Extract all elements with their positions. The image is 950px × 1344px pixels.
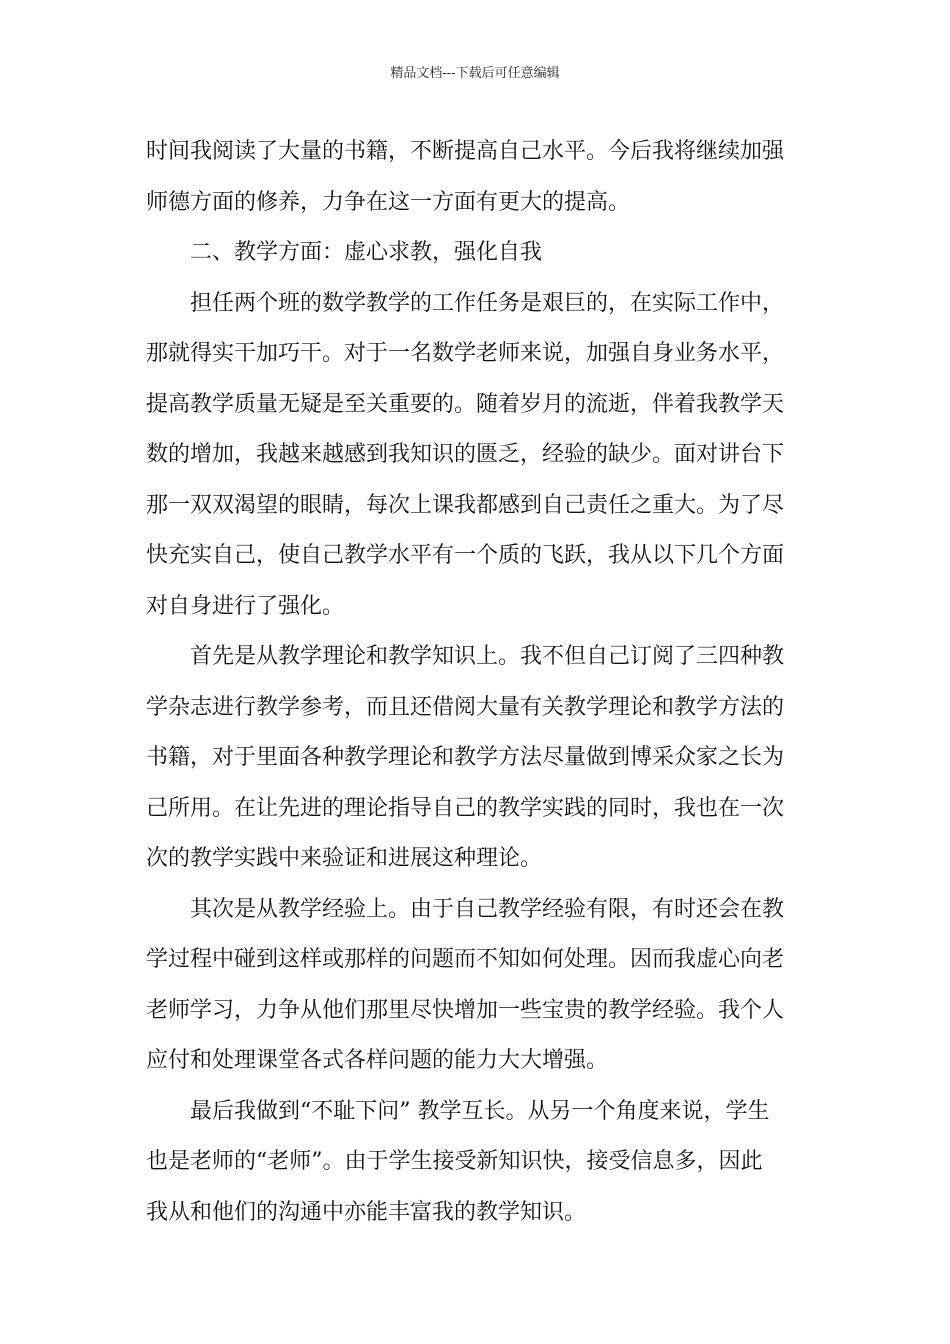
text-line: 时间我阅读了大量的书籍，不断提高自己水平。今后我将继续加强 — [146, 139, 785, 164]
text-line: 提高教学质量无疑是至关重要的。随着岁月的流逝，伴着我教学天 — [146, 391, 785, 417]
text-line: 快充实自己，使自己教学水平有一个质的飞跃，我从以下几个方面 — [146, 543, 785, 568]
page-header: 精品文档---下载后可任意编辑 — [390, 66, 560, 81]
text-line: 数的增加，我越来越感到我知识的匮乏，经验的缺少。面对讲台下 — [146, 442, 785, 467]
text-line: 学过程中碰到这样或那样的问题而不知如何处理。因而我虚心向老 — [146, 947, 785, 972]
text-line: 也是老师的“老师”。由于学生接受新知识快，接受信息多，因此 — [146, 1149, 763, 1174]
section-heading: 二、教学方面：虚心求教，强化自我 — [190, 240, 543, 265]
text-line: 最后我做到“不耻下问” 教学互长。从另一个角度来说，学生 — [190, 1098, 770, 1124]
text-line: 书籍，对于里面各种教学理论和教学方法尽量做到博采众家之长为 — [146, 745, 785, 770]
text-line: 次的教学实践中来验证和进展这种理论。 — [146, 846, 543, 871]
text-line: 应付和处理课堂各式各样问题的能力大大增强。 — [146, 1048, 609, 1073]
text-line: 那就得实干加巧干。对于一名数学老师来说，加强自身业务水平， — [146, 341, 785, 366]
text-line: 我从和他们的沟通中亦能丰富我的教学知识。 — [146, 1199, 587, 1225]
text-line: 学杂志进行教学参考，而且还借阅大量有关教学理论和教学方法的 — [146, 694, 785, 720]
text-line: 其次是从教学经验上。由于自己教学经验有限，有时还会在教 — [190, 896, 785, 922]
text-line: 首先是从教学理论和教学知识上。我不但自己订阅了三四种教 — [190, 644, 785, 669]
document-body — [146, 130, 812, 1241]
text-line: 对自身进行了强化。 — [146, 593, 345, 619]
text-line: 师德方面的修养，力争在这一方面有更大的提高。 — [146, 189, 631, 215]
text-line: 老师学习，力争从他们那里尽快增加一些宝贵的教学经验。我个人 — [146, 997, 785, 1023]
text-line: 担任两个班的数学教学的工作任务是艰巨的，在实际工作中， — [190, 290, 785, 316]
text-line: 己所用。在让先进的理论指导自己的教学实践的同时，我也在一次 — [146, 795, 785, 821]
text-line: 那一双双渴望的眼睛，每次上课我都感到自己责任之重大。为了尽 — [146, 492, 785, 518]
